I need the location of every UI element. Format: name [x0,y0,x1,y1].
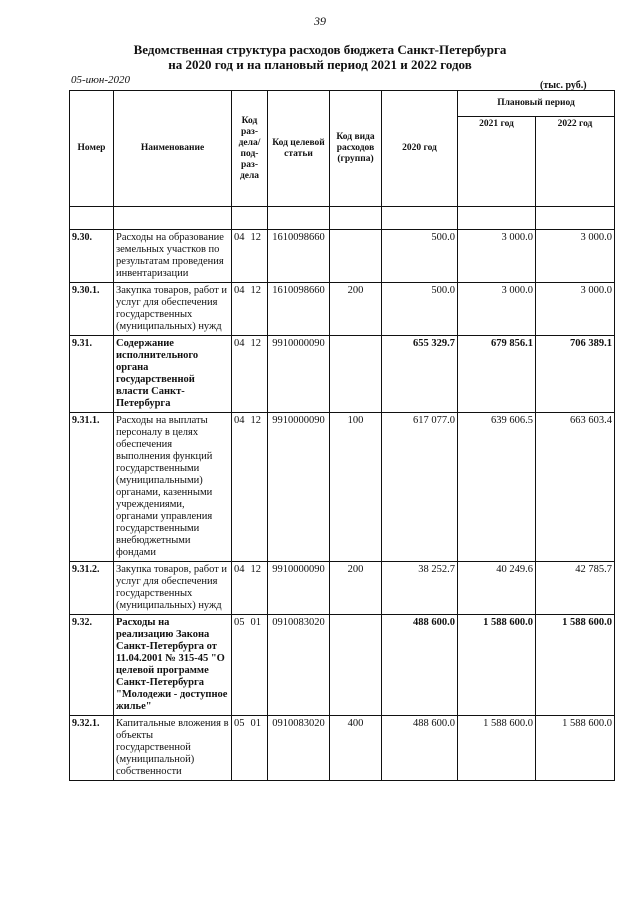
header-2021: 2021 год [458,117,536,207]
row-section-code [232,283,268,336]
table-row [70,615,615,716]
table-row [70,336,615,413]
spacer-cell [536,207,615,230]
section-code: 04 [234,564,245,575]
row-number: 9.32. [70,615,114,716]
row-expense-type: 400 [330,716,382,781]
row-value-2021: 3 000.0 [458,283,536,336]
row-value-2020: 38 252.7 [382,562,458,615]
row-value-2022: 706 389.1 [536,336,615,413]
page-title [0,42,640,72]
row-expense-type: 200 [330,562,382,615]
spacer-cell [330,207,382,230]
row-value-2022: 3 000.0 [536,230,615,283]
row-section-code [232,336,268,413]
row-target-code: 9910000090 [268,413,330,562]
document-date: 05-июн-2020 [71,74,131,86]
row-value-2020: 500.0 [382,230,458,283]
row-target-code: 1610098660 [268,230,330,283]
row-section-code [232,413,268,562]
row-number: 9.31.2. [70,562,114,615]
table-row [70,283,615,336]
row-value-2021: 40 249.6 [458,562,536,615]
page-number: 39 [314,14,326,28]
row-section-code [232,716,268,781]
header-expense-type: Код вида расходов (группа) [330,91,382,207]
header-section: Код раз-дела/ под-раз-дела [232,91,268,207]
row-value-2020: 488 600.0 [382,716,458,781]
row-value-2021: 1 588 600.0 [458,716,536,781]
row-value-2022: 3 000.0 [536,283,615,336]
row-number: 9.32.1. [70,716,114,781]
header-2020: 2020 год [382,91,458,207]
subsection-code: 12 [250,285,261,296]
row-value-2021: 3 000.0 [458,230,536,283]
row-target-code: 9910000090 [268,336,330,413]
row-target-code: 1610098660 [268,283,330,336]
row-expense-type: 100 [330,413,382,562]
row-value-2020: 655 329.7 [382,336,458,413]
section-code: 04 [234,285,245,296]
row-value-2020: 617 077.0 [382,413,458,562]
row-target-code: 0910083020 [268,716,330,781]
row-name: Капитальные вложения в объекты государственной (муниципальной) собственности [114,716,232,781]
row-value-2021: 679 856.1 [458,336,536,413]
table-body [70,207,615,781]
row-expense-type: 200 [330,283,382,336]
table-row [70,716,615,781]
row-value-2021: 1 588 600.0 [458,615,536,716]
subsection-code: 12 [250,338,261,349]
row-target-code: 9910000090 [268,562,330,615]
row-section-code [232,615,268,716]
spacer-cell [268,207,330,230]
spacer-cell [382,207,458,230]
spacer-cell [114,207,232,230]
row-name: Закупка товаров, работ и услуг для обеспечения государственных (муниципальных) нужд [114,562,232,615]
row-value-2020: 488 600.0 [382,615,458,716]
row-value-2022: 1 588 600.0 [536,615,615,716]
subsection-code: 01 [250,718,261,729]
subsection-code: 01 [250,617,261,628]
row-name: Расходы на реализацию Закона Санкт-Петербурга от 11.04.2001 № 315-45 "О целевой программе Санкт-Петербурга "Молодежи - доступное жилье" [114,615,232,716]
section-code: 04 [234,338,245,349]
budget-table [69,90,615,781]
header-2022: 2022 год [536,117,615,207]
section-code: 05 [234,617,245,628]
row-expense-type [330,230,382,283]
row-name: Расходы на выплаты персоналу в целях обеспечения выполнения функций государственными (муниципальными) органами, казенными учреждениями, органами управления государственными внебюджетными фондами [114,413,232,562]
row-name: Расходы на образование земельных участков по результатам проведения инвентаризации [114,230,232,283]
spacer-cell [232,207,268,230]
row-expense-type [330,615,382,716]
row-expense-type [330,336,382,413]
row-value-2020: 500.0 [382,283,458,336]
spacer-cell [70,207,114,230]
row-number: 9.31.1. [70,413,114,562]
table-row [70,230,615,283]
row-number: 9.31. [70,336,114,413]
row-section-code [232,562,268,615]
header-planned-period: Плановый период [458,91,615,117]
table-spacer-row [70,207,615,230]
title-line-2: на 2020 год и на плановый период 2021 и 2022 годов [168,57,472,72]
table-row [70,562,615,615]
row-value-2021: 639 606.5 [458,413,536,562]
section-code: 04 [234,232,245,243]
row-name: Закупка товаров, работ и услуг для обеспечения государственных (муниципальных) нужд [114,283,232,336]
section-code: 05 [234,718,245,729]
header-number: Номер [70,91,114,207]
row-number: 9.30. [70,230,114,283]
table-row [70,413,615,562]
section-code: 04 [234,415,245,426]
row-name: Содержание исполнительного органа государственной власти Санкт-Петербурга [114,336,232,413]
row-section-code [232,230,268,283]
row-number: 9.30.1. [70,283,114,336]
spacer-cell [458,207,536,230]
row-value-2022: 42 785.7 [536,562,615,615]
row-value-2022: 663 603.4 [536,413,615,562]
header-name: Наименование [114,91,232,207]
subsection-code: 12 [250,232,261,243]
row-value-2022: 1 588 600.0 [536,716,615,781]
subsection-code: 12 [250,415,261,426]
title-line-1: Ведомственная структура расходов бюджета Санкт-Петербурга [133,42,507,57]
subsection-code: 12 [250,564,261,575]
header-target: Код целевой статьи [268,91,330,207]
units-label: (тыс. руб.) [540,80,587,91]
row-target-code: 0910083020 [268,615,330,716]
